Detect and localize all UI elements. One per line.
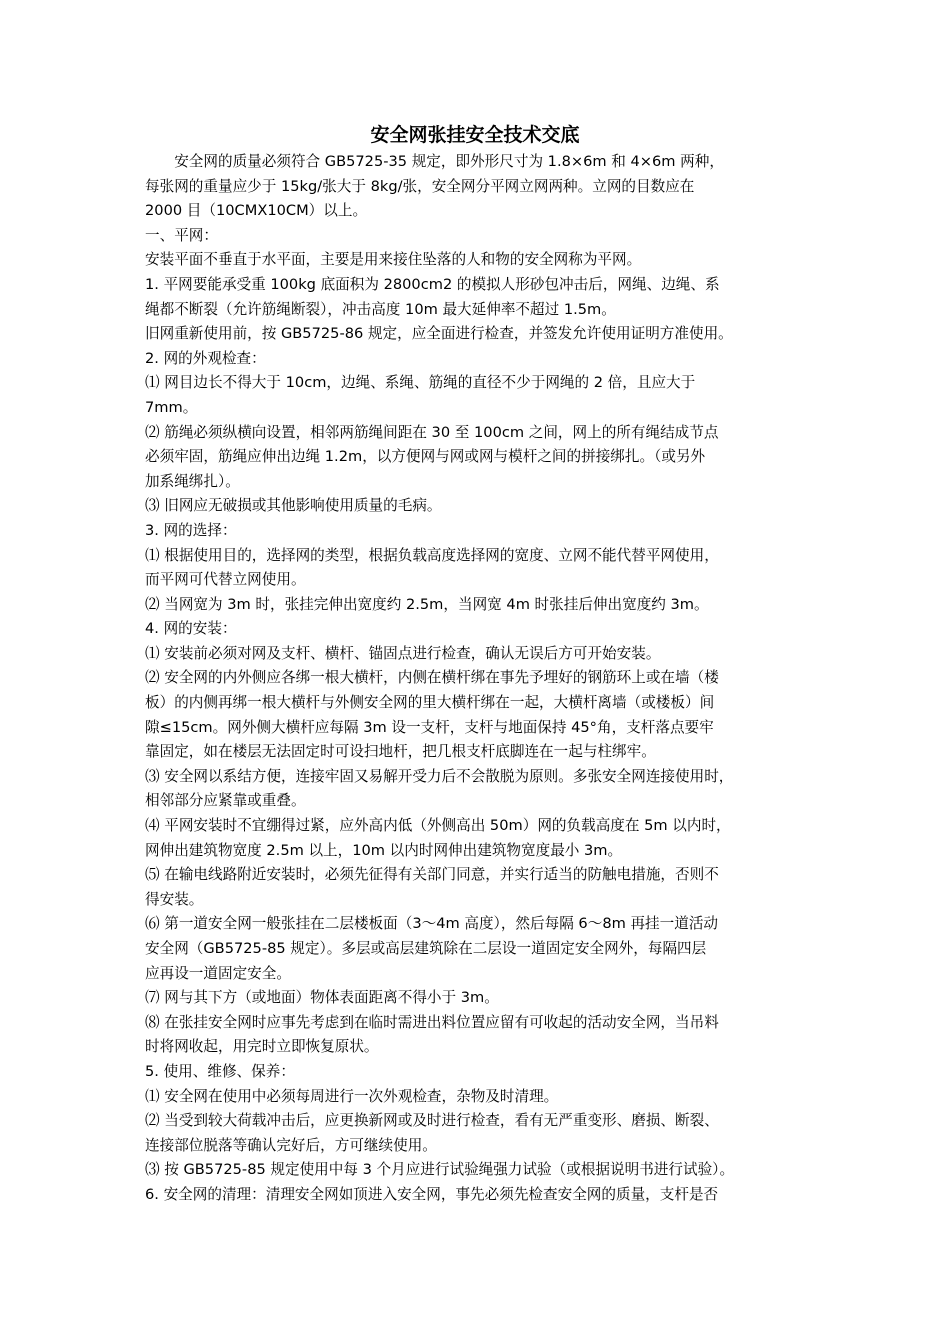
body-line: ⑵ 安全网的内外侧应各绑一根大横杆，内侧在横杆绑在事先予埋好的钢筋环上或在墙（楼 [145, 669, 719, 687]
body-line: ⑵ 筋绳必须纵横向设置，相邻两筋绳间距在 30 至 100cm 之间，网上的所有绳结成节点 [145, 423, 719, 441]
body-line: 加系绳绑扎）。 [145, 472, 240, 490]
body-line: 一、平网： [145, 226, 218, 244]
document-body [145, 150, 825, 1208]
body-line: 2000 目（10CMX10CM）以上。 [145, 202, 368, 220]
body-line: 安装平面不垂直于水平面，主要是用来接住坠落的人和物的安全网称为平网。 [145, 251, 642, 269]
document-title: 安全网张挂安全技术交底 [370, 124, 580, 146]
body-line: 应再设一道固定安全。 [145, 964, 291, 982]
body-line: ⑸ 在输电线路附近安装时，必须先征得有关部门同意，并实行适当的防触电措施，否则不 [145, 866, 719, 884]
body-line: ⑴ 网目边长不得大于 10cm，边绳、系绳、筋绳的直径不少于网绳的 2 倍，且应大于 [145, 374, 696, 392]
body-line: 而平网可代替立网使用。 [145, 571, 306, 589]
body-line: ⑴ 安全网在使用中必须每周进行一次外观检查，杂物及时清理。 [145, 1087, 559, 1105]
body-line: 4. 网的安装： [145, 620, 237, 638]
body-line: 必须牢固，筋绳应伸出边绳 1.2m，以方便网与网或网与模杆之间的拼接绑扎。（或另外 [145, 448, 706, 466]
body-line: 2. 网的外观检查： [145, 349, 266, 367]
body-line: ⑺ 网与其下方（或地面）物体表面距离不得小于 3m。 [145, 989, 499, 1007]
body-line: ⑶ 按 GB5725-85 规定使用中每 3 个月应进行试验绳强力试验（或根据说明书进行试验）。 [145, 1161, 735, 1179]
body-line: ⑴ 安装前必须对网及支杆、横杆、锚固点进行检查，确认无误后方可开始安装。 [145, 644, 661, 662]
body-line: ⑵ 当网宽为 3m 时，张挂完伸出宽度约 2.5m，当网宽 4m 时张挂后伸出宽度约 3m。 [145, 595, 709, 613]
body-line: ⑴ 根据使用目的，选择网的类型，根据负载高度选择网的宽度、立网不能代替平网使用， [145, 546, 719, 564]
body-line: 安全网的质量必须符合 GB5725-35 规定，即外形尺寸为 1.8×6m 和 4×6m 两种， [145, 153, 724, 170]
body-line: 3. 网的选择： [145, 521, 237, 539]
body-line: 时将网收起，用完时立即恢复原状。 [145, 1038, 379, 1056]
body-line: 绳都不断裂（允许筋绳断裂），冲击高度 10m 最大延伸率不超过 1.5m。 [145, 300, 616, 318]
body-line: 靠固定，如在楼层无法固定时可设扫地杆，把几根支杆底脚连在一起与柱绑牢。 [145, 743, 656, 761]
body-line: 网伸出建筑物宽度 2.5m 以上，10m 以内时网伸出建筑物宽度最小 3m。 [145, 841, 623, 859]
body-line: ⑵ 当受到较大荷载冲击后，应更换新网或及时进行检查，看有无严重变形、磨损、断裂、 [145, 1112, 719, 1130]
body-line: ⑹ 第一道安全网一般张挂在二层楼板面（3～4m 高度），然后每隔 6～8m 再挂一道活动 [145, 915, 719, 933]
body-line: ⑷ 平网安装时不宜绷得过紧，应外高内低（外侧高出 50m）网的负载高度在 5m 以内时， [145, 817, 731, 835]
body-line: 板）的内侧再绑一根大横杆与外侧安全网的里大横杆绑在一起，大横杆离墙（或楼板）间 [145, 694, 715, 712]
body-line: ⑶ 安全网以系结方便，连接牢固又易解开受力后不会散脱为原则。多张安全网连接使用时， [145, 767, 734, 785]
body-line: 每张网的重量应少于 15kg/张大于 8kg/张，安全网分平网立网两种。立网的目数应在 [145, 177, 695, 195]
body-line: 旧网重新使用前，按 GB5725-86 规定，应全面进行检查，并签发允许使用证明方准使用。 [145, 325, 733, 343]
body-line: 隙≤15cm。网外侧大横杆应每隔 3m 设一支杆，支杆与地面保持 45°角，支杆落点要牢 [145, 718, 714, 736]
body-line: 5. 使用、维修、保养： [145, 1062, 295, 1080]
body-line: ⑶ 旧网应无破损或其他影响使用质量的毛病。 [145, 497, 442, 515]
body-line: 安全网（GB5725-85 规定）。多层或高层建筑除在二层设一道固定安全网外，每隔四层 [145, 940, 707, 957]
body-line: ⑻ 在张挂安全网时应事先考虑到在临时需进出料位置应留有可收起的活动安全网，当吊料 [145, 1013, 719, 1031]
body-line: 得安装。 [145, 890, 204, 908]
body-line: 相邻部分应紧靠或重叠。 [145, 792, 306, 810]
body-line: 1. 平网要能承受重 100kg 底面积为 2800cm2 的模拟人形砂包冲击后，网绳、边绳、系 [145, 275, 720, 293]
body-line: 6. 安全网的清理：清理安全网如顶进入安全网，事先必须先检查安全网的质量，支杆是否 [145, 1185, 719, 1203]
body-line: 7mm。 [145, 398, 198, 416]
body-line: 连接部位脱落等确认完好后，方可继续使用。 [145, 1136, 437, 1154]
